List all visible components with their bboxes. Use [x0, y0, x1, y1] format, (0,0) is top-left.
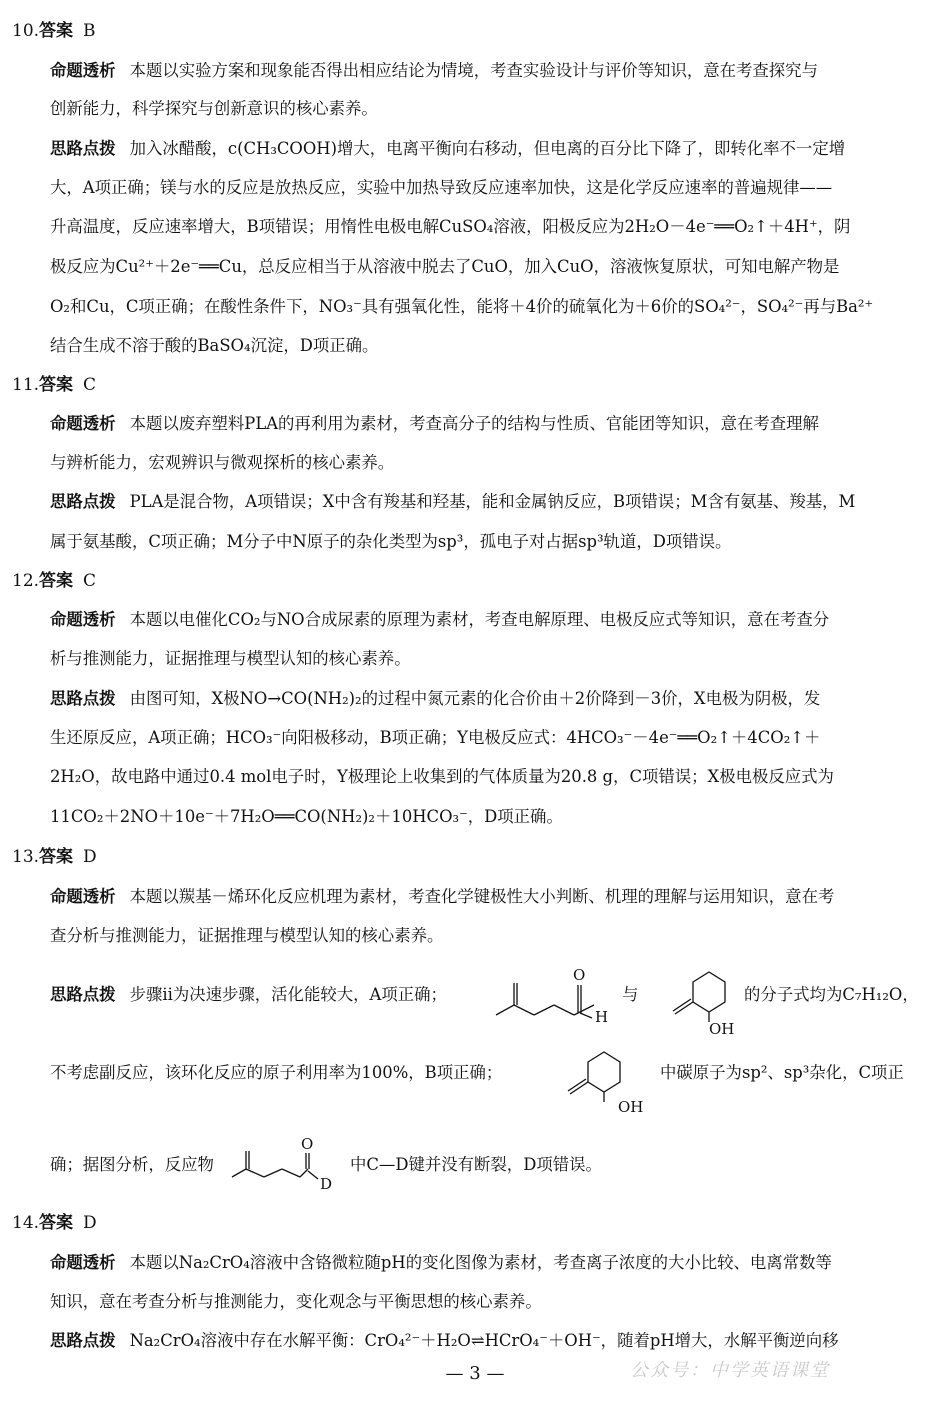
q13-formula: 的分子式均为C₇H₁₂O， — [744, 985, 919, 1004]
cyclohexanol-molecule — [665, 958, 745, 1038]
q14-sl-label: 思路点拨 — [50, 1331, 116, 1350]
q12-number: 12. — [12, 571, 40, 591]
q10-sl-line: 思路点拨 加入冰醋酸，c(CH₃COOH)增大，电离平衡向右移动，但电离的百分比下降了，即转化率不一定增 — [50, 139, 846, 158]
q14-number: 14. — [12, 1213, 40, 1233]
q14-mt-line: 知识，意在考查分析与推测能力，变化观念与平衡思想的核心素养。 — [50, 1292, 542, 1311]
cyclohexanol-molecule — [560, 1038, 644, 1118]
q14-mt-line: 命题透析 本题以Na₂CrO₄溶液中含铬微粒随pH的变化图像为素材，考查离子浓度的大小比较、电离常数等 — [50, 1253, 832, 1272]
q11-mt-label: 命题透析 — [50, 414, 116, 433]
aldehyde-molecule — [492, 963, 612, 1025]
q10-number: 10. — [12, 21, 40, 41]
q10-sl-line: 结合生成不溶于酸的BaSO₄沉淀，D项正确。 — [50, 336, 379, 355]
atom-o: O — [301, 1135, 314, 1153]
q12-answer-label: 答案 — [39, 571, 74, 591]
q14-mt-label: 命题透析 — [50, 1253, 116, 1272]
q14-sl-line: 思路点拨 Na₂CrO₄溶液中存在水解平衡：CrO₄²⁻＋H₂O⇌HCrO₄⁻＋OH⁻，随着pH增大，水解平衡逆向移 — [50, 1331, 839, 1350]
q13-sl-line: 思路点拨 步骤ⅱ为决速步骤，活化能较大，A项正确； — [50, 985, 447, 1004]
q12-mt-line: 命题透析 本题以电催化CO₂与NO合成尿素的原理为素材，考查电解原理、电极反应式等知识，意在考查分 — [50, 610, 830, 629]
q10-heading — [12, 20, 96, 42]
atom-h: H — [595, 1008, 609, 1026]
atom-d: D — [320, 1175, 333, 1193]
deuterated-aldehyde-molecule — [228, 1133, 348, 1195]
q11-sl-label: 思路点拨 — [50, 492, 116, 511]
q10-sl-label: 思路点拨 — [50, 139, 116, 158]
q12-sl-line: 思路点拨 由图可知，X极NO→CO(NH₂)₂的过程中氮元素的化合价由＋2价降到－3价，X电极为阴极，发 — [50, 689, 821, 708]
q11-sl-line: 属于氨基酸，C项正确；M分子中N原子的杂化类型为sp³，孤电子对占据sp³轨道，D项错误。 — [50, 532, 732, 551]
q10-sl-line: 极反应为Cu²⁺＋2e⁻══Cu，总反应相当于从溶液中脱去了CuO，加入CuO，溶液恢复原状，可知电解产物是 — [50, 257, 840, 276]
atom-o: O — [573, 966, 586, 984]
q10-sl-line: 大，A项正确；镁与水的反应是放热反应，实验中加热导致反应速率加快，这是化学反应速率的普遍规律—— — [50, 178, 833, 197]
q12-sl-line: 11CO₂＋2NO＋10e⁻＋7H₂O══CO(NH₂)₂＋10HCO₃⁻，D项正确。 — [50, 807, 563, 826]
atom-oh: OH — [709, 1020, 735, 1038]
q10-answer: B — [83, 21, 96, 41]
q13-sl-line: 确；据图分析，反应物 — [50, 1155, 214, 1174]
q10-sl-line: O₂和Cu，C项正确；在酸性条件下，NO₃⁻具有强氧化性，能将＋4价的硫氧化为＋6价的SO₄²⁻，SO₄²⁻再与Ba²⁺ — [50, 297, 874, 316]
q10-answer-label: 答案 — [39, 21, 74, 41]
q11-mt-line: 命题透析 本题以废弃塑料PLA的再利用为素材，考查高分子的结构与性质、官能团等知识，意在考查理解 — [50, 414, 819, 433]
q14-answer: D — [83, 1213, 97, 1233]
q10-mt-line: 命题透析 本题以实验方案和现象能否得出相应结论为情境，考查实验设计与评价等知识，意在考查探究与 — [50, 61, 818, 80]
q12-mt-line: 析与推测能力，证据推理与模型认知的核心素养。 — [50, 649, 411, 668]
q12-sl-line: 生还原反应，A项正确；HCO₃⁻向阳极移动，B项正确；Y电极反应式：4HCO₃⁻－4e⁻══O₂↑＋4CO₂↑＋ — [50, 728, 821, 747]
q11-answer: C — [83, 375, 97, 395]
q10-sl-line: 升高温度，反应速率增大，B项错误；用惰性电极电解CuSO₄溶液，阳极反应为2H₂O－4e⁻══O₂↑＋4H⁺，阴 — [50, 217, 851, 236]
q13-mt-line: 命题透析 本题以羰基－烯环化反应机理为素材，考查化学键极性大小判断、机理的理解与运用知识，意在考 — [50, 887, 835, 906]
watermark: 公众号：中学英语课堂 — [630, 1360, 830, 1381]
q13-hybrid: 中碳原子为sp²、sp³杂化，C项正 — [660, 1063, 904, 1082]
q13-sl-line: 不考虑副反应，该环化反应的原子利用率为100%，B项正确； — [50, 1063, 503, 1082]
q13-bond: 中C—D键并没有断裂，D项错误。 — [350, 1155, 602, 1174]
q12-mt-label: 命题透析 — [50, 610, 116, 629]
q13-mt-label: 命题透析 — [50, 887, 116, 906]
q11-answer-label: 答案 — [39, 375, 74, 395]
q14-heading — [12, 1212, 97, 1234]
q14-answer-label: 答案 — [39, 1213, 74, 1233]
q13-answer: D — [83, 847, 97, 867]
q10-mt-label: 命题透析 — [50, 61, 116, 80]
atom-oh: OH — [618, 1098, 644, 1116]
q11-number: 11. — [12, 375, 40, 395]
q11-mt-line: 与辨析能力，宏观辨识与微观探析的核心素养。 — [50, 453, 395, 472]
q13-heading — [12, 846, 97, 868]
q11-heading — [12, 374, 96, 396]
q12-heading — [12, 570, 96, 592]
page-number: — 3 — — [445, 1363, 505, 1384]
q10-mt-line: 创新能力，科学探究与创新意识的核心素养。 — [50, 99, 378, 118]
q11-sl-line: 思路点拨 PLA是混合物，A项错误；X中含有羧基和羟基，能和金属钠反应，B项错误；M含有氨基、羧基，M — [50, 492, 856, 511]
q13-and: 与 — [622, 985, 639, 1004]
q13-answer-label: 答案 — [39, 847, 74, 867]
q12-answer: C — [83, 571, 97, 591]
q12-sl-label: 思路点拨 — [50, 689, 116, 708]
q13-number: 13. — [12, 847, 40, 867]
q13-mt-line: 查分析与推测能力，证据推理与模型认知的核心素养。 — [50, 926, 444, 945]
q13-sl-label: 思路点拨 — [50, 985, 116, 1004]
q12-sl-line: 2H₂O，故电路中通过0.4 mol电子时，Y极理论上收集到的气体质量为20.8 g，C项错误；X极电极反应式为 — [50, 767, 834, 786]
